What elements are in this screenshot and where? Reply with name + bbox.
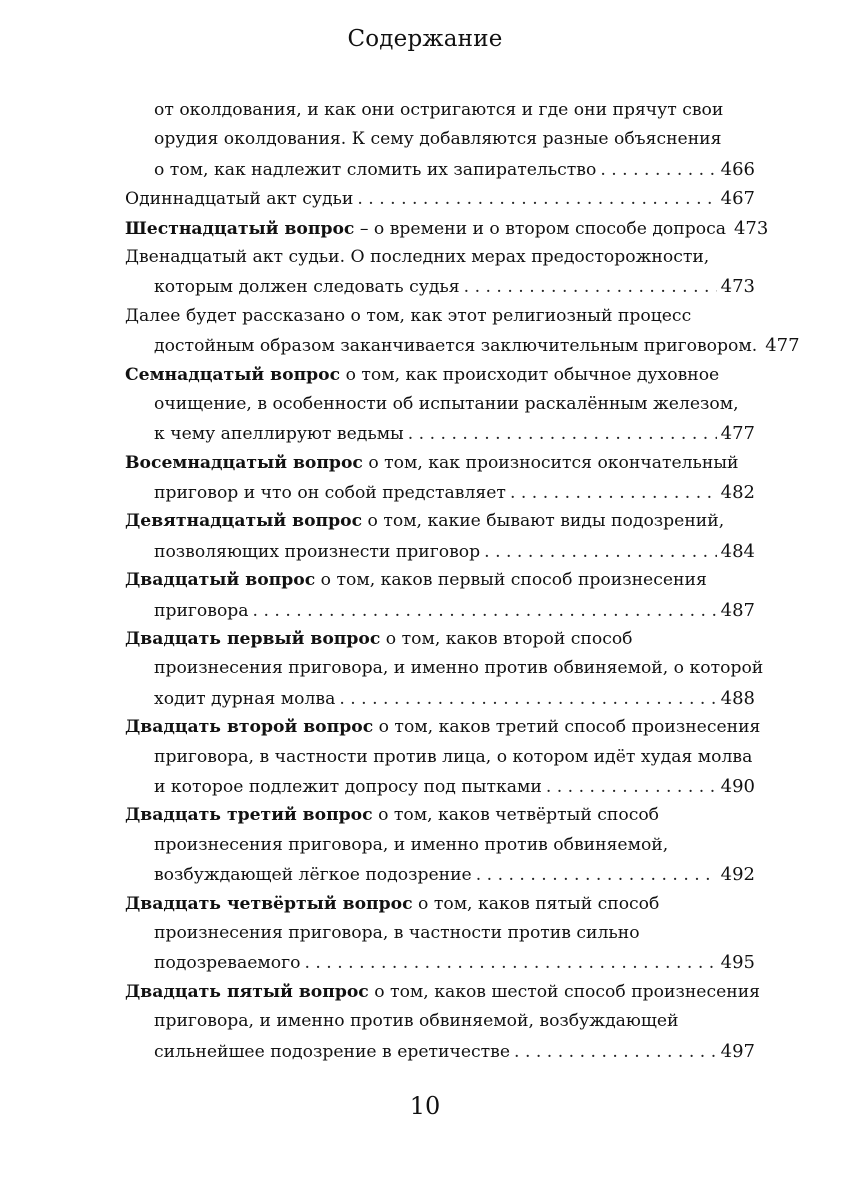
entry-text bbox=[154, 743, 752, 772]
entry-text bbox=[154, 273, 460, 302]
page-number: 10 bbox=[409, 1092, 441, 1120]
dot-leader bbox=[514, 1038, 717, 1067]
dot-leader bbox=[600, 156, 716, 185]
entry-text bbox=[125, 215, 726, 244]
entry-text bbox=[125, 566, 707, 595]
dot-leader bbox=[408, 420, 717, 449]
dot-leader bbox=[484, 538, 717, 567]
entry-page-number[interactable]: 482 bbox=[720, 482, 755, 504]
entry-description: и которое подлежит допросу под пытками bbox=[154, 776, 542, 797]
entry-description: очищение, в особенности об испытании раскалённым железом, bbox=[154, 393, 739, 414]
toc-line bbox=[125, 831, 755, 860]
toc-line bbox=[125, 214, 769, 243]
toc-line bbox=[125, 890, 755, 919]
entry-page-number[interactable]: 466 bbox=[720, 158, 755, 180]
entry-description: Двенадцатый акт судьи. О последних мерах предосторожности, bbox=[125, 246, 710, 267]
entry-description: которым должен следовать судья bbox=[154, 277, 460, 298]
entry-text bbox=[125, 978, 760, 1007]
toc-entry[interactable] bbox=[125, 978, 761, 1066]
dot-leader bbox=[253, 597, 717, 626]
toc-line bbox=[125, 801, 755, 830]
entry-text bbox=[154, 1038, 510, 1067]
toc-line bbox=[125, 596, 755, 625]
entry-text bbox=[154, 420, 404, 449]
entry-text bbox=[154, 919, 640, 948]
entry-description: о том, как произносится окончательный bbox=[362, 452, 739, 473]
entry-text bbox=[154, 479, 506, 508]
entry-page-number[interactable]: 473 bbox=[733, 217, 769, 239]
entry-text bbox=[154, 597, 249, 626]
toc-line bbox=[125, 302, 755, 331]
toc-entry[interactable] bbox=[125, 243, 755, 302]
dot-leader bbox=[546, 773, 717, 802]
entry-text bbox=[125, 801, 659, 830]
entry-description: орудия околдования. К сему добавляются разные объяснения bbox=[154, 129, 722, 150]
toc-line bbox=[125, 919, 755, 948]
toc-line bbox=[125, 948, 755, 977]
entry-text bbox=[125, 302, 691, 331]
question-heading: Двадцать четвёртый вопрос bbox=[125, 893, 413, 914]
entry-text bbox=[154, 831, 668, 860]
entry-text bbox=[125, 361, 719, 390]
question-heading: Двадцать третий вопрос bbox=[125, 805, 373, 826]
toc-line bbox=[125, 96, 755, 125]
entry-page-number[interactable]: 488 bbox=[720, 687, 755, 709]
entry-text bbox=[154, 125, 721, 154]
toc-line bbox=[125, 713, 761, 742]
dot-leader bbox=[304, 949, 716, 978]
entry-description: достойным образом заканчивается заключительным приговором. bbox=[154, 336, 758, 357]
toc-entry[interactable] bbox=[125, 449, 755, 508]
entry-text bbox=[154, 773, 542, 802]
toc-line bbox=[125, 743, 755, 772]
entry-text bbox=[154, 685, 335, 714]
entry-description: произнесения приговора, и именно против обвиняемой, bbox=[154, 834, 669, 855]
entry-description: о том, каков пятый способ bbox=[412, 893, 660, 914]
entry-description: о том, какие бывают виды подозрений, bbox=[362, 511, 725, 532]
toc-entry[interactable] bbox=[125, 214, 769, 243]
entry-page-number[interactable]: 484 bbox=[720, 540, 755, 562]
toc-line bbox=[125, 478, 755, 507]
toc-line bbox=[125, 361, 755, 390]
entry-page-number[interactable]: 495 bbox=[720, 952, 755, 974]
entry-description: сильнейшее подозрение в еретичестве bbox=[154, 1041, 511, 1062]
entry-description: о том, каков шестой способ произнесения bbox=[368, 981, 761, 1002]
entry-page-number[interactable]: 467 bbox=[720, 188, 755, 210]
entry-description: от околдования, и как они остригаются и где они прячут свои bbox=[154, 100, 724, 120]
toc-line bbox=[125, 449, 755, 478]
toc-entry[interactable] bbox=[125, 566, 755, 625]
entry-description: о том, как происходит обычное духовное bbox=[340, 364, 720, 385]
entry-description: к чему апеллируют ведьмы bbox=[154, 424, 404, 445]
entry-page-number[interactable]: 477 bbox=[720, 423, 755, 445]
toc-line bbox=[125, 654, 764, 683]
toc-line bbox=[125, 566, 755, 595]
toc-line bbox=[125, 1037, 755, 1066]
toc-line bbox=[125, 272, 755, 301]
entry-page-number[interactable]: 473 bbox=[720, 276, 755, 298]
entry-description: позволяющих произнести приговор bbox=[154, 541, 481, 562]
entry-description: приговора, в частности против лица, о котором идёт худая молва bbox=[154, 746, 753, 767]
entry-description: приговор и что он собой представляет bbox=[154, 483, 506, 504]
toc-line bbox=[125, 1007, 755, 1036]
entry-text bbox=[154, 861, 472, 890]
entry-text bbox=[125, 449, 739, 478]
entry-description: о том, каков первый способ произнесения bbox=[315, 570, 707, 591]
dot-leader bbox=[339, 685, 716, 714]
entry-description: о том, каков второй способ bbox=[380, 629, 633, 650]
entry-page-number[interactable]: 487 bbox=[720, 599, 755, 621]
entry-text bbox=[154, 949, 300, 978]
entry-description: приговора, и именно против обвиняемой, возбуждающей bbox=[154, 1011, 679, 1032]
toc-line bbox=[125, 331, 800, 360]
question-heading: Восемнадцатый вопрос bbox=[125, 452, 363, 473]
entry-text bbox=[154, 1007, 678, 1036]
dot-leader bbox=[476, 861, 717, 890]
entry-text bbox=[125, 185, 353, 214]
entry-text bbox=[125, 243, 709, 272]
dot-leader bbox=[510, 479, 717, 508]
entry-description: возбуждающей лёгкое подозрение bbox=[154, 865, 472, 886]
toc-entry[interactable] bbox=[125, 625, 764, 713]
entry-description: – о времени и о втором способе допроса bbox=[354, 218, 726, 239]
question-heading: Девятнадцатый вопрос bbox=[125, 511, 363, 532]
entry-page-number[interactable]: 477 bbox=[765, 335, 800, 357]
entry-text bbox=[154, 538, 480, 567]
toc-entry[interactable] bbox=[125, 96, 755, 184]
entry-description: Одиннадцатый акт судьи bbox=[125, 189, 354, 210]
entry-text bbox=[154, 156, 596, 185]
table-of-contents bbox=[125, 96, 800, 1066]
toc-line bbox=[125, 978, 761, 1007]
toc-line bbox=[125, 243, 755, 272]
toc-line bbox=[125, 155, 755, 184]
entry-description: произнесения приговора, и именно против обвиняемой, о которой bbox=[154, 658, 764, 679]
entry-description: Далее будет рассказано о том, как этот религиозный процесс bbox=[125, 305, 692, 326]
toc-entry[interactable] bbox=[125, 507, 755, 566]
entry-description: о том, каков третий способ произнесения bbox=[373, 717, 761, 738]
entry-page-number[interactable]: 497 bbox=[720, 1040, 755, 1062]
question-heading: Двадцать второй вопрос bbox=[125, 717, 374, 738]
entry-description: о том, каков четвёртый способ bbox=[372, 805, 660, 826]
entry-text bbox=[154, 332, 757, 361]
toc-line bbox=[125, 537, 755, 566]
question-heading: Двадцать пятый вопрос bbox=[125, 981, 369, 1002]
toc-entry[interactable] bbox=[125, 890, 755, 978]
entry-page-number[interactable]: 490 bbox=[720, 775, 755, 797]
toc-entry[interactable] bbox=[125, 713, 761, 801]
toc-line bbox=[125, 507, 755, 536]
toc-line bbox=[125, 860, 755, 889]
entry-text bbox=[154, 96, 723, 125]
entry-text bbox=[125, 625, 633, 654]
entry-text bbox=[125, 890, 659, 919]
entry-page-number[interactable]: 492 bbox=[720, 864, 755, 886]
entry-description: о том, как надлежит сломить их запирательство bbox=[154, 159, 597, 180]
toc-line bbox=[125, 684, 755, 713]
toc-line bbox=[125, 625, 755, 654]
entry-description: подозреваемого bbox=[154, 953, 301, 974]
toc-line bbox=[125, 125, 755, 154]
question-heading: Двадцатый вопрос bbox=[125, 570, 316, 591]
toc-entry[interactable] bbox=[125, 801, 755, 889]
toc-line bbox=[125, 772, 755, 801]
toc-entry[interactable] bbox=[125, 361, 755, 449]
toc-entry[interactable] bbox=[125, 302, 800, 361]
toc-line bbox=[125, 184, 755, 213]
question-heading: Шестнадцатый вопрос bbox=[125, 218, 355, 239]
page-title: Содержание bbox=[347, 26, 503, 52]
entry-description: произнесения приговора, в частности против сильно bbox=[154, 922, 640, 943]
question-heading: Семнадцатый вопрос bbox=[125, 364, 341, 385]
dot-leader bbox=[464, 273, 717, 302]
entry-description: приговора bbox=[154, 600, 249, 621]
entry-text bbox=[154, 390, 739, 419]
toc-line bbox=[125, 419, 755, 448]
entry-text bbox=[154, 654, 763, 683]
entry-text bbox=[125, 713, 760, 742]
question-heading: Двадцать первый вопрос bbox=[125, 629, 381, 650]
dot-leader bbox=[357, 185, 716, 214]
entry-description: ходит дурная молва bbox=[154, 688, 336, 709]
entry-text bbox=[125, 507, 724, 536]
toc-line bbox=[125, 390, 755, 419]
toc-entry[interactable] bbox=[125, 184, 755, 213]
